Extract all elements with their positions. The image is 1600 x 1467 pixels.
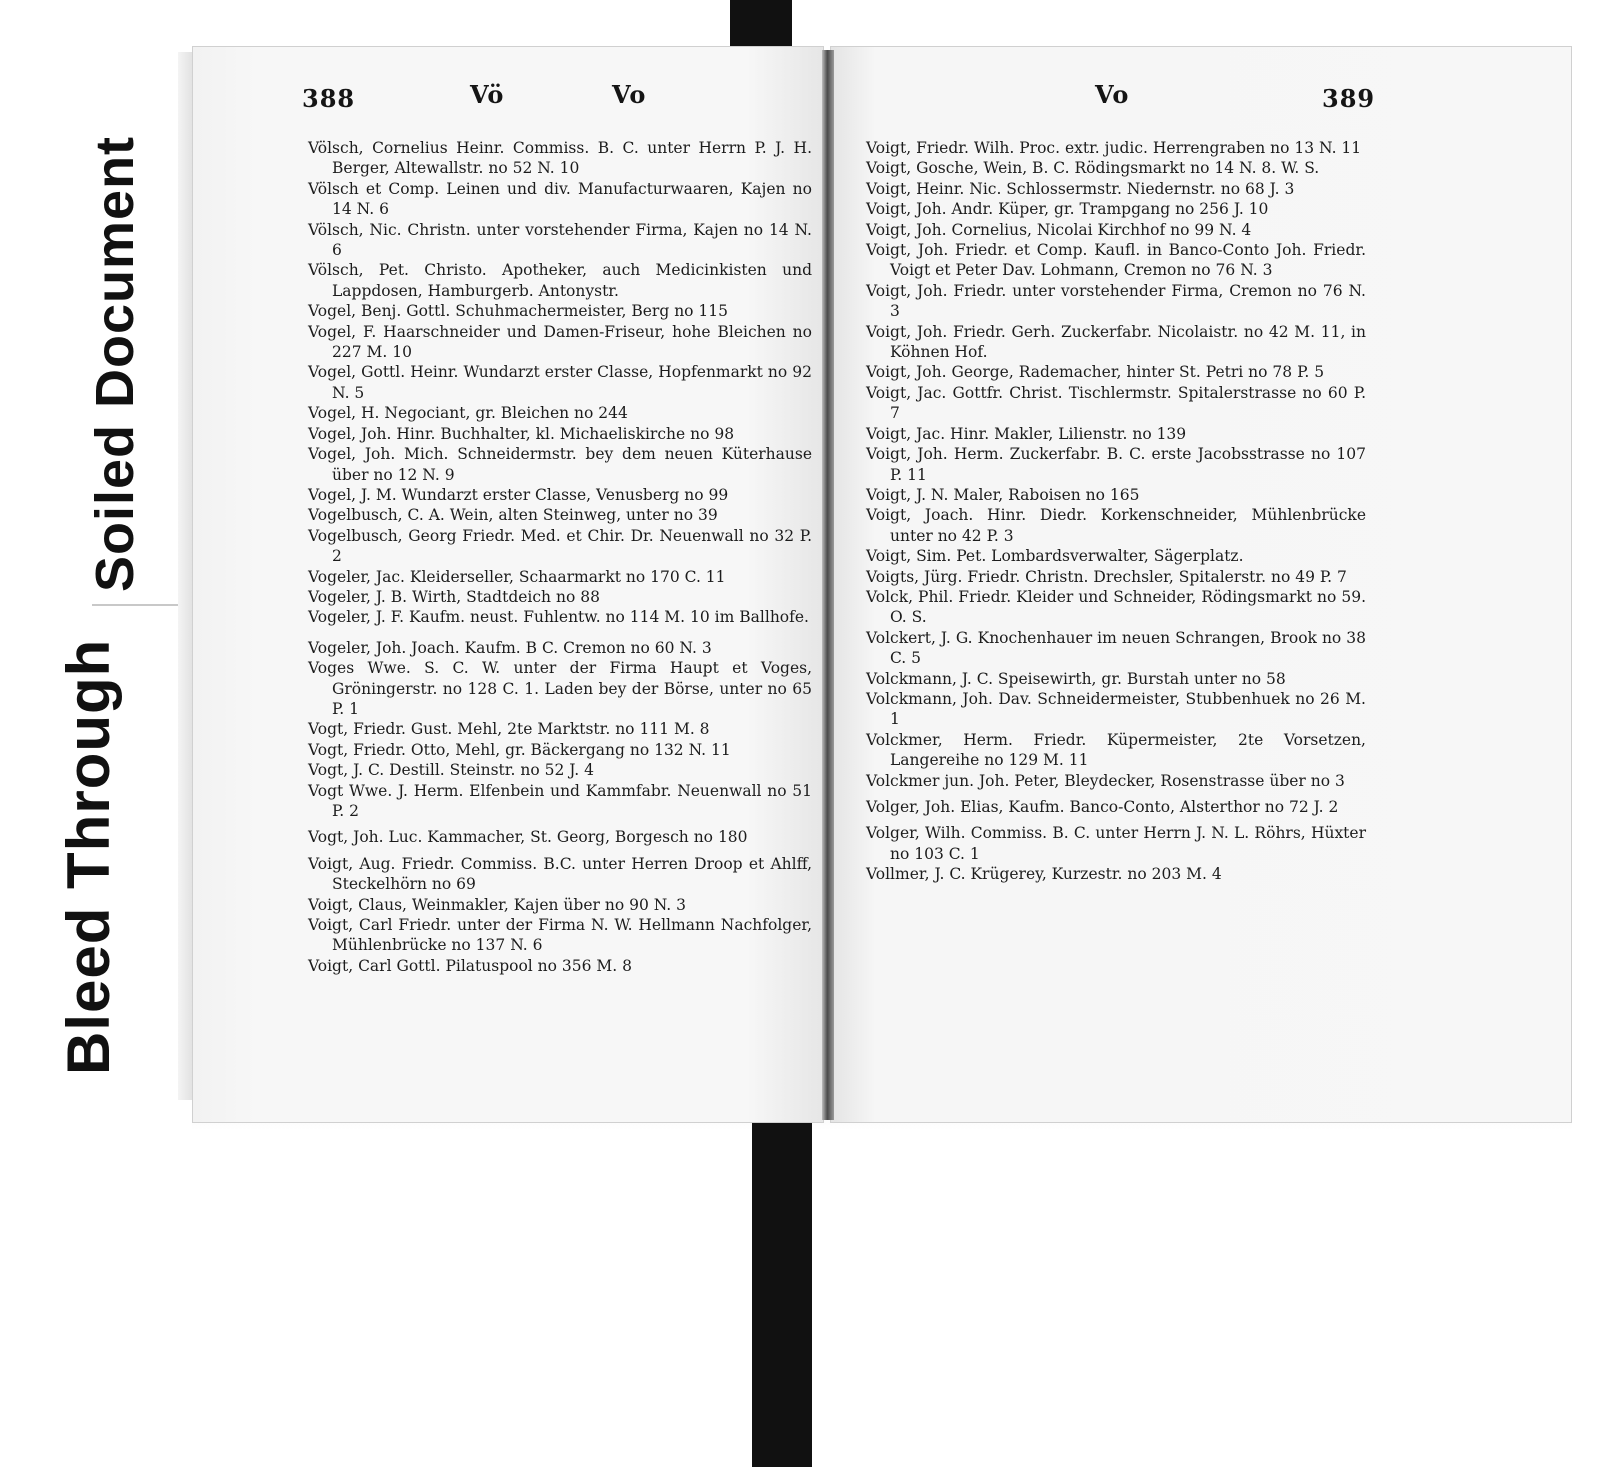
directory-entry: Volckmann, J. C. Speisewirth, gr. Burstah unter no 58 (866, 669, 1286, 688)
directory-entry: Vogeler, J. B. Wirth, Stadtdeich no 88 (308, 587, 600, 606)
directory-entry: Volckmer, Herm. Friedr. Küpermeister, 2te Vorsetzen, Langereihe no 129 M. 11 (866, 730, 1366, 770)
directory-entry: Völsch, Pet. Christo. Apotheker, auch Medicinkisten und Lappdosen, Hamburgerb. Antonystr. (308, 261, 812, 300)
directory-entry: Voigt, Joach. Hinr. Diedr. Korkenschneider, Mühlenbrücke unter no 42 P. 3 (866, 506, 1366, 545)
directory-entry: Vogel, Gottl. Heinr. Wundarzt erster Classe, Hopfenmarkt no 92 N. 5 (308, 363, 812, 402)
directory-entry: Vogel, J. M. Wundarzt erster Classe, Venusberg no 99 (308, 485, 729, 504)
directory-entry: Vogeler, Joh. Joach. Kaufm. B C. Cremon no 60 N. 3 (308, 638, 712, 657)
directory-entry: Voigt, Claus, Weinmakler, Kajen über no 90 N. 3 (308, 895, 687, 914)
directory-entry: Voigt, Joh. Friedr. et Comp. Kaufl. in Banco-Conto Joh. Friedr. Voigt et Peter Dav. Lohmann, Cremon no 76 N. 3 (866, 241, 1366, 280)
directory-entry: Vogeler, J. F. Kaufm. neust. Fuhlentw. no 114 M. 10 im Ballhofe. (308, 608, 809, 627)
left-running-head-2: Vo (612, 80, 647, 109)
directory-entry: Volger, Joh. Elias, Kaufm. Banco-Conto, Alsterthor no 72 J. 2 (866, 798, 1339, 816)
directory-entry: Völsch, Nic. Christn. unter vorstehender Firma, Kajen no 14 N. 6 (308, 220, 812, 260)
directory-entry: Volckmer jun. Joh. Peter, Bleydecker, Rosenstrasse über no 3 (866, 771, 1345, 790)
left-running-head-1: Vö (470, 80, 505, 109)
directory-entry: Volck, Phil. Friedr. Kleider und Schneider, Rödingsmarkt no 59. O. S. (866, 587, 1366, 627)
directory-entry: Voigt, Carl Gottl. Pilatuspool no 356 M. 8 (308, 956, 633, 975)
directory-entry: Voigt, Carl Friedr. unter der Firma N. W. Hellmann Nachfolger, Mühlenbrücke no 137 N. 6 (308, 916, 812, 955)
directory-entry: Voigt, Aug. Friedr. Commiss. B.C. unter Herren Droop et Ahlff, Steckelhörn no 69 (308, 854, 812, 894)
directory-entry: Voigt, Joh. Andr. Küper, gr. Trampgang no 256 J. 10 (866, 200, 1269, 219)
directory-entry: Vollmer, J. C. Krügerey, Kurzestr. no 203 M. 4 (866, 865, 1222, 884)
directory-entry: Voigts, Jürg. Friedr. Christn. Drechsler, Spitalerstr. no 49 P. 7 (866, 567, 1347, 586)
stamp-divider (92, 604, 188, 606)
directory-entry: Völsch, Cornelius Heinr. Commiss. B. C. unter Herrn P. J. H. Berger, Altewallstr. no 52 N. 10 (308, 139, 812, 178)
directory-entry: Voigt, Jac. Hinr. Makler, Lilienstr. no 139 (866, 424, 1187, 443)
directory-entry: Vogel, Joh. Hinr. Buchhalter, kl. Michaeliskirche no 98 (308, 424, 735, 443)
directory-entry: Vogt, J. C. Destill. Steinstr. no 52 J. 4 (308, 761, 594, 780)
directory-entry: Vogel, Joh. Mich. Schneidermstr. bey dem neuen Küterhause über no 12 N. 9 (308, 445, 812, 484)
directory-entry: Voges Wwe. S. C. W. unter der Firma Haupt et Voges, Gröningerstr. no 128 C. 1. Laden bey der Börse, unter no 65 P. 1 (308, 659, 812, 718)
directory-entry: Voigt, Joh. Friedr. Gerh. Zuckerfabr. Nicolaistr. no 42 M. 11, in Köhnen Hof. (866, 322, 1366, 362)
directory-entry: Voigt, J. N. Maler, Raboisen no 165 (866, 485, 1140, 504)
directory-entry: Voigt, Sim. Pet. Lombardsverwalter, Sägerplatz. (866, 547, 1244, 566)
directory-entry: Vogeler, Jac. Kleiderseller, Schaarmarkt no 170 C. 11 (308, 567, 726, 586)
directory-entry: Völsch et Comp. Leinen und div. Manufacturwaaren, Kajen no 14 N. 6 (308, 179, 812, 219)
book-edge-shadow (178, 52, 192, 1100)
bottom-clip (752, 1123, 812, 1467)
directory-entry: Vogelbusch, C. A. Wein, alten Steinweg, unter no 39 (308, 506, 718, 525)
directory-entry: Voigt, Jac. Gottfr. Christ. Tischlermstr. Spitalerstrasse no 60 P. 7 (866, 383, 1366, 423)
directory-entry: Vogt Wwe. J. Herm. Elfenbein und Kammfabr. Neuenwall no 51 P. 2 (308, 781, 812, 820)
directory-entry: Volckmann, Joh. Dav. Schneidermeister, Stubbenhuek no 26 M. 1 (866, 689, 1366, 729)
soiled-document-stamp: Soiled Document (85, 135, 145, 592)
directory-entry: Voigt, Friedr. Wilh. Proc. extr. judic. Herrengraben no 13 N. 11 (866, 139, 1362, 157)
directory-entry: Voigt, Joh. Cornelius, Nicolai Kirchhof no 99 N. 4 (866, 220, 1252, 239)
left-directory-entries (308, 138, 812, 976)
right-page-number: 389 (1322, 84, 1376, 113)
directory-entry: Vogt, Friedr. Otto, Mehl, gr. Bäckergang no 132 N. 11 (308, 740, 731, 759)
bleed-through-stamp: Bleed Through (55, 638, 122, 1075)
directory-entry: Vogel, H. Negociant, gr. Bleichen no 244 (308, 404, 628, 423)
directory-entry: Volckert, J. G. Knochenhauer im neuen Schrangen, Brook no 38 C. 5 (866, 628, 1366, 668)
directory-entry: Voigt, Heinr. Nic. Schlossermstr. Niedernstr. no 68 J. 3 (866, 179, 1295, 198)
book-gutter (822, 50, 834, 1120)
directory-entry: Voigt, Joh. George, Rademacher, hinter St. Petri no 78 P. 5 (866, 363, 1325, 382)
left-page-number: 388 (302, 84, 356, 113)
right-directory-entries (866, 138, 1366, 885)
directory-entry: Vogel, Benj. Gottl. Schuhmachermeister, Berg no 115 (308, 302, 729, 321)
directory-entry: Vogt, Friedr. Gust. Mehl, 2te Marktstr. no 111 M. 8 (308, 720, 710, 739)
directory-entry: Voigt, Gosche, Wein, B. C. Rödingsmarkt no 14 N. 8. W. S. (866, 159, 1320, 178)
directory-entry: Voigt, Joh. Herm. Zuckerfabr. B. C. erste Jacobsstrasse no 107 P. 11 (866, 445, 1366, 484)
directory-entry: Vogelbusch, Georg Friedr. Med. et Chir. Dr. Neuenwall no 32 P. 2 (308, 526, 812, 566)
directory-entry: Vogel, F. Haarschneider und Damen-Friseur, hohe Bleichen no 227 M. 10 (308, 322, 812, 362)
directory-entry: Volger, Wilh. Commiss. B. C. unter Herrn J. N. L. Röhrs, Hüxter no 103 C. 1 (866, 824, 1366, 863)
directory-entry: Vogt, Joh. Luc. Kammacher, St. Georg, Borgesch no 180 (308, 828, 748, 847)
top-clip (730, 0, 792, 46)
right-running-head: Vo (1095, 80, 1130, 109)
directory-entry: Voigt, Joh. Friedr. unter vorstehender Firma, Cremon no 76 N. 3 (866, 281, 1366, 321)
